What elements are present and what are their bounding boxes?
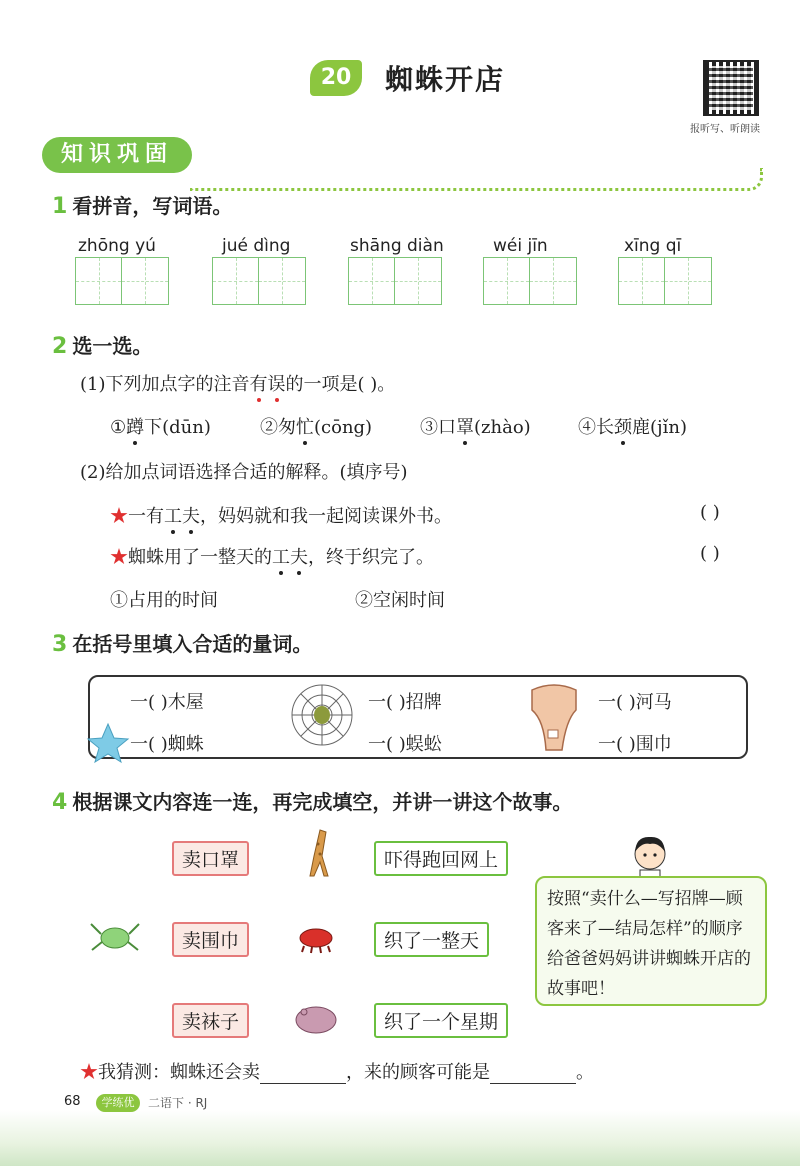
dotted-char: 颈	[614, 413, 632, 439]
dotted-char: 蹲	[126, 413, 144, 439]
dotted-char: 工	[164, 502, 182, 528]
q2-option-4[interactable]: ④长颈鹿(jǐn)	[578, 413, 687, 439]
writing-grid[interactable]	[618, 257, 712, 305]
story-tip-box: 按照“卖什么—写招牌—顾客来了—结局怎样”的顺序给爸爸妈妈讲讲蜘蛛开店的故事吧！	[535, 876, 767, 1006]
pinyin-label: xīng qī	[624, 236, 682, 256]
dotted-char: 忙	[296, 413, 314, 439]
question-prompt: 选一选。	[72, 334, 153, 358]
q2-sub2-line-1: ★一有工夫，妈妈就和我一起阅读课外书。	[110, 502, 452, 528]
match-right-item[interactable]: 吓得跑回网上	[374, 841, 508, 876]
dotted-char: 夫	[290, 543, 308, 569]
hippo-icon	[292, 998, 340, 1038]
page-number: 68	[64, 1094, 81, 1109]
qr-caption: 报听写、听朗读	[690, 124, 760, 135]
guess-line: ★我猜测：蜘蛛还会卖 ，来的顾客可能是 。	[80, 1062, 594, 1083]
blank-field[interactable]	[490, 1065, 576, 1084]
match-left-item[interactable]: 卖围巾	[172, 922, 249, 957]
crab-icon	[88, 918, 142, 954]
answer-paren[interactable]: ( )	[700, 543, 720, 564]
question-4-heading	[52, 786, 572, 815]
q2-sub1-post: 的一项是( )。	[285, 374, 396, 395]
pinyin-label: jué dìng	[222, 236, 291, 256]
question-prompt: 看拼音，写词语。	[72, 194, 233, 218]
measure-item[interactable]: 一( )招牌	[368, 692, 442, 713]
star-icon: ★	[80, 1062, 98, 1083]
q2-sub1	[80, 370, 395, 396]
spider-web-icon	[288, 680, 356, 750]
star-icon: ★	[110, 547, 128, 568]
dotted-char: 夫	[182, 502, 200, 528]
measure-item[interactable]: 一( )围巾	[598, 734, 672, 755]
writing-grid[interactable]	[483, 257, 577, 305]
question-prompt: 在括号里填入合适的量词。	[72, 632, 313, 656]
pinyin-label: zhōng yú	[78, 236, 156, 256]
question-3-heading	[52, 628, 312, 657]
qr-code-icon[interactable]	[703, 60, 759, 116]
starfish-icon	[86, 722, 130, 764]
q2-option-3[interactable]: ③口罩(zhào)	[420, 413, 531, 439]
question-1-heading	[52, 190, 232, 219]
giraffe-icon	[300, 826, 336, 882]
dotted-char: 工	[272, 543, 290, 569]
course-label: 二语下 · RJ	[148, 1096, 208, 1110]
q2-sub1-pre: (1)下列加点字的注音	[80, 374, 250, 395]
match-right-item[interactable]: 织了一整天	[374, 922, 489, 957]
lesson-number-badge: 20	[310, 60, 362, 96]
q2-sub2-text: (2)给加点词语选择合适的解释。(填序号)	[80, 462, 408, 483]
question-number: 4	[52, 790, 68, 815]
match-left-item[interactable]: 卖袜子	[172, 1003, 249, 1038]
choice-2: ②空闲时间	[355, 590, 445, 611]
question-prompt: 根据课文内容连一连，再完成填空，并讲一讲这个故事。	[72, 790, 573, 814]
match-left-item[interactable]: 卖口罩	[172, 841, 249, 876]
q2-option-1[interactable]: ①蹲下(dūn)	[110, 413, 211, 439]
q2-option-2[interactable]: ②匆忙(cōng)	[260, 413, 372, 439]
section-banner: 知识巩固	[42, 137, 192, 173]
blank-field[interactable]	[260, 1065, 346, 1084]
dotted-char: 有	[250, 370, 268, 396]
question-number: 3	[52, 632, 68, 657]
question-number: 2	[52, 334, 68, 359]
page-title: 蜘蛛开店	[385, 63, 506, 96]
q2-sub2-line-2: ★蜘蛛用了一整天的工夫，终于织完了。	[110, 543, 434, 569]
match-right-item[interactable]: 织了一个星期	[374, 1003, 508, 1038]
pinyin-label: shāng diàn	[350, 236, 444, 256]
footer-scenery	[0, 1110, 800, 1166]
brand-tag: 学练优	[96, 1094, 140, 1112]
boy-avatar-icon	[628, 830, 672, 880]
pinyin-label: wéi jīn	[493, 236, 548, 256]
star-icon: ★	[110, 506, 128, 527]
choice-1: ①占用的时间	[110, 590, 218, 611]
writing-grid[interactable]	[75, 257, 169, 305]
question-2-heading	[52, 330, 152, 359]
answer-paren[interactable]: ( )	[700, 502, 720, 523]
measure-item[interactable]: 一( )蜈蚣	[368, 734, 442, 755]
writing-grid[interactable]	[348, 257, 442, 305]
measure-item[interactable]: 一( )河马	[598, 692, 672, 713]
dotted-char: 罩	[456, 413, 474, 439]
question-number: 1	[52, 194, 68, 219]
measure-item[interactable]: 一( )木屋	[130, 692, 204, 713]
writing-grid[interactable]	[212, 257, 306, 305]
centipede-icon	[296, 920, 338, 956]
measure-item[interactable]: 一( )蜘蛛	[130, 734, 204, 755]
scarf-icon	[522, 680, 586, 752]
banner-divider	[190, 168, 763, 191]
dotted-char: 误	[268, 370, 286, 396]
